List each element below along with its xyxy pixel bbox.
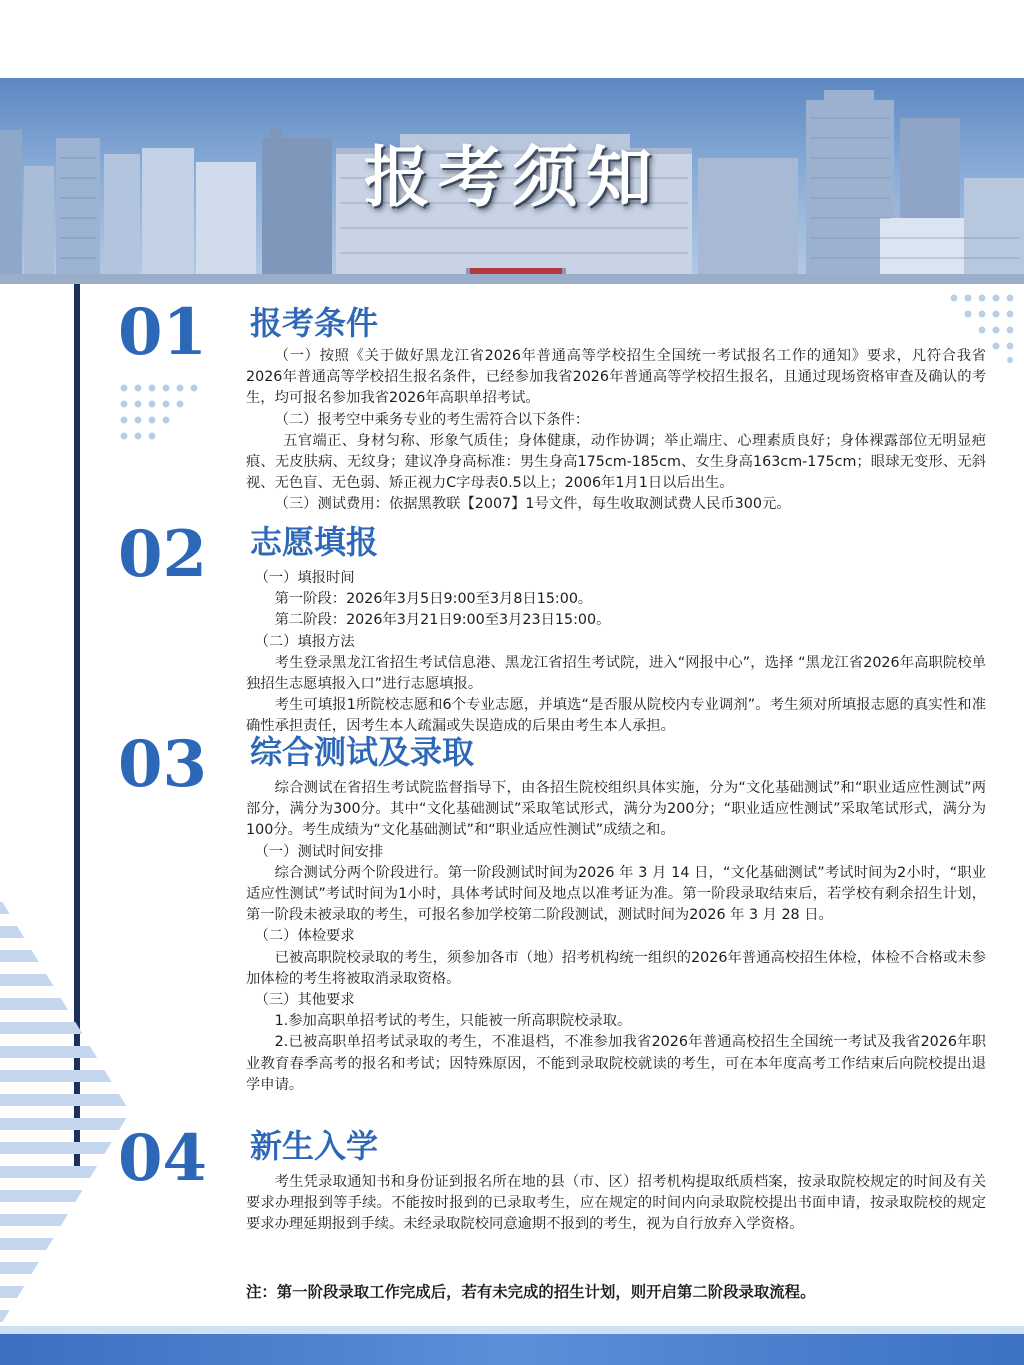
section-body	[246, 346, 986, 516]
paragraph: （三）其他要求	[254, 992, 355, 1009]
section-body	[246, 1172, 986, 1236]
paragraph: 考生凭录取通知书和身份证到报名所在地的县（市、区）招考机构提取纸质档案，按录取院校规定的时间及有关要求办理报到等手续。不能按时报到的已录取考生，应在规定的时间内向录取院校提出书面申请，按录取院校的规定要求办理延期报到手续。未经录取院校同意逾期不报到的考生，视为自行放弃入学资格。	[246, 1174, 986, 1233]
paragraph: 综合测试分两个阶段进行。第一阶段测试时间为2026 年 3 月 14 日，“文化基础测试”考试时间为2小时，“职业适应性测试”考试时间为1小时，具体考试时间及地点以准考证为准。第一阶段录取结束后，若学校有剩余招生计划，第一阶段未被录取的考生，可报名参加学校第二阶段测试，测试时间为2026 年 3 月 28 日。	[246, 864, 986, 924]
bottom-decoration-bar	[0, 1326, 1024, 1365]
section-number: 01	[118, 295, 208, 370]
section-number: 03	[118, 727, 208, 802]
dot-grid-decoration-left	[120, 384, 200, 452]
diagonal-stripes-decoration	[0, 898, 130, 1326]
paragraph: 考生登录黑龙江省招生考试信息港、黑龙江省招生考试院，进入“网报中心”，选择 “黑龙江省2026年高职院校单独招生志愿填报入口”进行志愿填报。	[246, 654, 986, 693]
paragraph: （二）填报方法	[254, 633, 355, 650]
section-title: 新生入学	[250, 1127, 379, 1165]
paragraph: （一）填报时间	[254, 570, 355, 586]
paragraph: 已被高职院校录取的考生，须参加各市（地）招考机构统一组织的2026年普通高校招生体检，体检不合格或未参加体检的考生将被取消录取资格。	[246, 949, 986, 987]
paragraph: 第一阶段：2026年3月5日9:00至3月8日15:00。	[274, 591, 593, 608]
paragraph: 第二阶段：2026年3月21日9:00至3月23日15:00。	[274, 612, 611, 629]
section-body	[246, 568, 986, 738]
paragraph: （二）体检要求	[254, 928, 355, 945]
paragraph: （一）按照《关于做好黑龙江省2026年普通高等学校招生全国统一考试报名工作的通知》要求，凡符合我省2026年普通高等学校招生报名条件，已经参加我省2026年普通高等学校招生报名，且通过现场资格审查及确认的考生，均可报名参加我省2026年高职单招考试。	[246, 348, 986, 407]
paragraph: （一）测试时间安排	[254, 843, 384, 860]
page-title: 报考须知	[364, 139, 660, 216]
paragraph: 1.参加高职单招考试的考生，只能被一所高职院校录取。	[274, 1013, 632, 1030]
section-title: 综合测试及录取	[250, 733, 475, 771]
section-title: 志愿填报	[250, 523, 379, 561]
section-body	[246, 778, 986, 1096]
paragraph: 五官端正、身材匀称、形象气质佳；身体健康，动作协调；举止端庄、心理素质良好；身体裸露部位无明显疤痕、无皮肤病、无纹身；建议净身高标准：男生身高175cm-185cm、女生身高163cm-175cm；眼球无变形、无斜视、无色盲、无色弱、矫正视力C字母表0.5以上；2006年1月1日以后出生。	[246, 432, 986, 492]
paragraph: 考生可填报1所院校志愿和6个专业志愿，并填选“是否服从院校内专业调剂”。考生须对所填报志愿的真实性和准确性承担责任，因考生本人疏漏或失误造成的后果由考生本人承担。	[246, 697, 986, 735]
paragraph: （三）测试费用：依据黑教联【2007】1号文件，每生收取测试费人民币300元。	[274, 496, 791, 513]
paragraph: 综合测试在省招生考试院监督指导下，由各招生院校组织具体实施，分为“文化基础测试”和“职业适应性测试”两部分，满分为300分。其中“文化基础测试”采取笔试形式，满分为200分；“职业适应性测试”采取笔试形式，满分为100分。考生成绩为“文化基础测试”和“职业适应性测试”成绩之和。	[246, 780, 986, 839]
paragraph: （二）报考空中乘务专业的考生需符合以下条件：	[274, 411, 590, 428]
section-number: 04	[118, 1121, 208, 1196]
section-number: 02	[118, 517, 208, 592]
footer-note: 注：第一阶段录取工作完成后，若有未完成的招生计划，则开启第二阶段录取流程。	[246, 1283, 816, 1301]
section-title: 报考条件	[250, 304, 379, 342]
paragraph: 2.已被高职单招考试录取的考生，不准退档，不准参加我省2026年普通高校招生全国统一考试及我省2026年职业教育春季高考的报名和考试；因特殊原因，不能到录取院校就读的考生，可在本年度高考工作结束后向院校提出退学申请。	[246, 1034, 986, 1093]
